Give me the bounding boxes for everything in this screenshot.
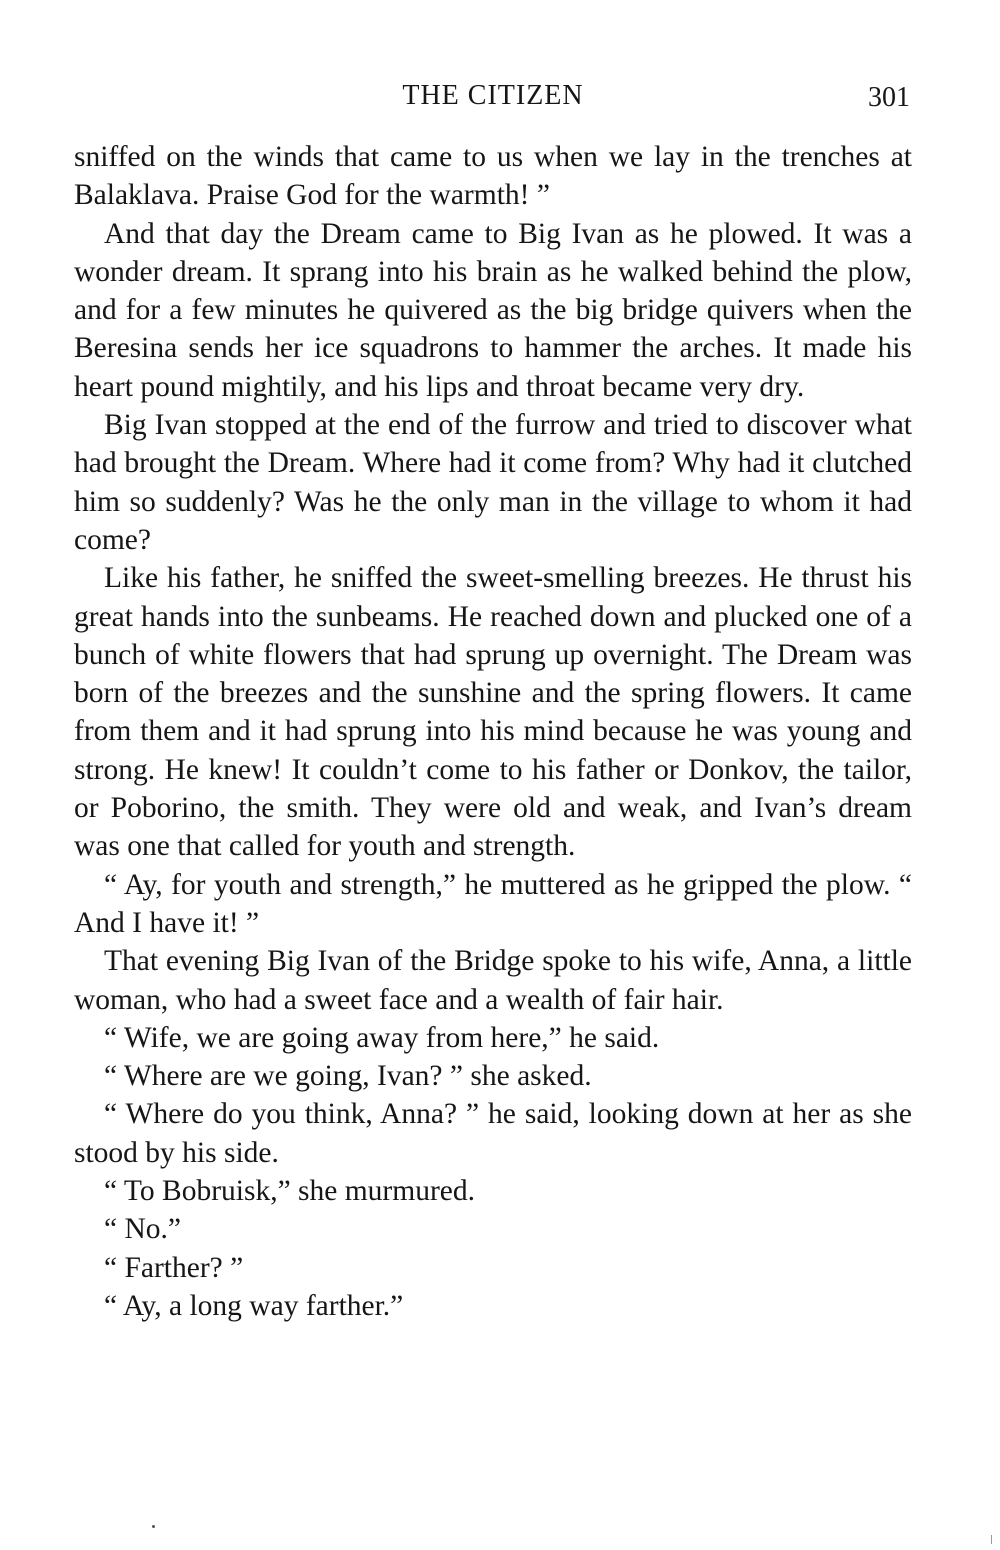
dialogue-line: “ Wife, we are going away from here,” he said.: [104, 1021, 660, 1054]
scan-edge-mark: [991, 1535, 996, 1544]
page-number: 301: [868, 82, 910, 113]
dialogue-line: “ No.”: [104, 1213, 181, 1246]
dialogue-line: “ Where are we going, Ivan? ” she asked.: [104, 1060, 592, 1093]
paragraph: sniffed on the winds that came to us when we lay in the trenches at Balaklava. Praise God for the warmth! ”: [74, 141, 912, 212]
dialogue-line: “ Ay, a long way farther.”: [104, 1289, 404, 1322]
paragraph: “ Ay, for youth and strength,” he muttered as he gripped the plow. “ And I have it! ”: [74, 868, 912, 939]
book-page: [74, 78, 912, 1518]
body-text: [74, 138, 912, 1325]
dialogue-line: “ Farther? ”: [104, 1251, 244, 1284]
paragraph: That evening Big Ivan of the Bridge spoke to his wife, Anna, a little woman, who had a sweet face and a wealth of fair hair.: [74, 945, 912, 1016]
chapter-title: THE CITIZEN: [402, 80, 584, 111]
paragraph: Like his father, he sniffed the sweet-smelling breezes. He thrust his great hands into the sunbeams. He reached down and plucked one of a bunch of white flowers that had sprung up overnight. The Dream was born of the breezes and the sunshine and the spring flowers. It came from them and it had sprung into his mind because he was young and strong. He knew! It couldn’t come to his father or Donkov, the tailor, or Poborino, the smith. They were old and weak, and Ivan’s dream was one that called for youth and strength.: [74, 562, 912, 863]
dialogue-line: “ To Bobruisk,” she murmured.: [104, 1175, 475, 1208]
paragraph: Big Ivan stopped at the end of the furrow and tried to discover what had brought the Dream. Where had it come from? Why had it clutched him so suddenly? Was he the only man in the village to whom it had come?: [74, 409, 912, 556]
running-head: [74, 78, 912, 138]
paragraph: And that day the Dream came to Big Ivan as he plowed. It was a wonder dream. It sprang into his brain as he walked behind the plow, and for a few minutes he quivered as the big bridge quivers when the Beresina sends her ice squadrons to hammer the arches. It made his heart pound mightily, and his lips and throat became very dry.: [74, 217, 912, 403]
dialogue-line: “ Where do you think, Anna? ” he said, looking down at her as she stood by his side.: [74, 1098, 912, 1169]
scan-speck: [152, 1525, 155, 1528]
